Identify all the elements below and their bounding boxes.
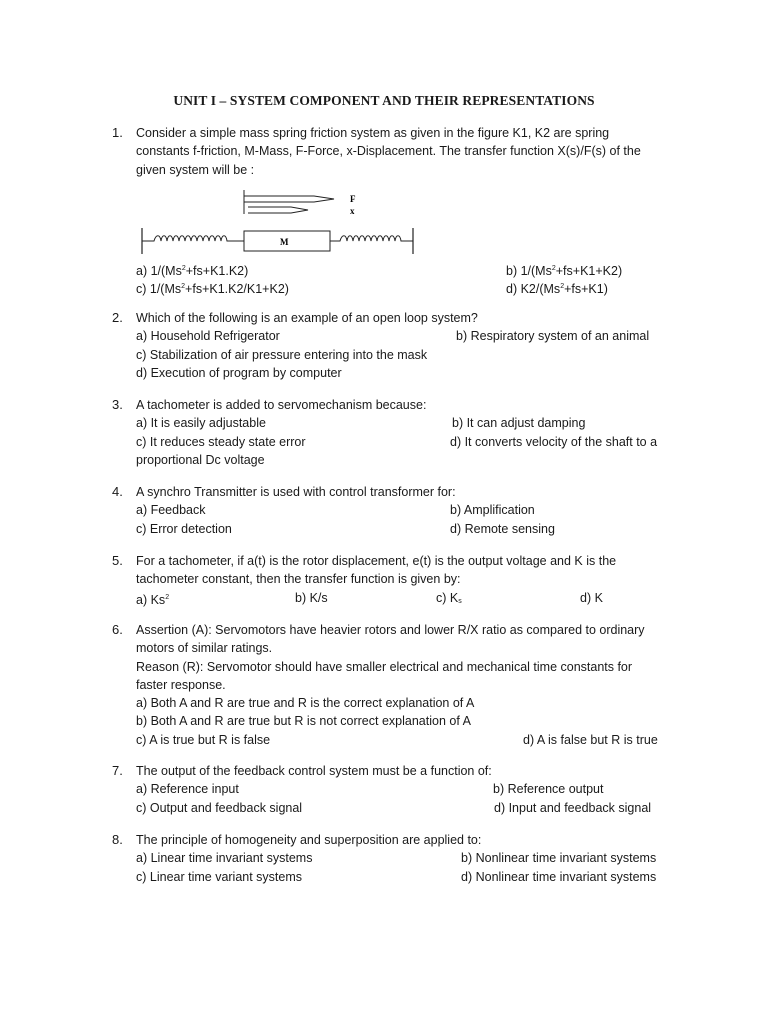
option-a[interactable]: a) Household Refrigerator bbox=[136, 329, 280, 344]
question-number: 2. bbox=[112, 310, 123, 325]
option-c[interactable]: c) Output and feedback signal bbox=[136, 800, 303, 815]
question-text: A tachometer is added to servomechanism because: bbox=[136, 398, 427, 412]
question-8 bbox=[112, 831, 682, 886]
question-text: For a tachometer, if a(t) is the rotor displacement, e(t) is the output voltage and K is the bbox=[136, 554, 617, 568]
question-number: 6. bbox=[112, 622, 123, 637]
option-d[interactable]: d) Nonlinear time invariant systems bbox=[461, 869, 657, 884]
mass-spring-figure bbox=[136, 186, 426, 266]
option-c[interactable]: c) Stabilization of air pressure entering into the mask bbox=[136, 347, 428, 362]
question-number: 1. bbox=[112, 125, 123, 140]
question-text: constants f-friction, M-Mass, F-Force, x-Displacement. The transfer function X(s)/F(s) of the bbox=[136, 144, 641, 159]
question-number: 7. bbox=[112, 763, 123, 778]
option-a[interactable]: a) Feedback bbox=[136, 503, 206, 518]
question-text: faster response. bbox=[136, 677, 226, 692]
option-c[interactable]: c) $1/(Ms^2+fs+K1.K2/K1+K2)$ bbox=[136, 282, 289, 297]
option-b[interactable]: b) Respiratory system of an animal bbox=[456, 329, 650, 344]
question-6 bbox=[112, 621, 682, 749]
option-b[interactable]: b) Reference output bbox=[493, 782, 604, 797]
question-1-options bbox=[112, 260, 682, 297]
option-b[interactable]: b) It can adjust damping bbox=[452, 416, 586, 431]
option-b[interactable]: b) Nonlinear time invariant systems bbox=[461, 851, 657, 866]
option-b[interactable]: b) $1/(Ms^2+fs+K1+K2)$ bbox=[506, 264, 623, 278]
question-4 bbox=[112, 483, 682, 538]
question-number: 5. bbox=[112, 553, 123, 568]
option-a[interactable]: a) It is easily adjustable bbox=[136, 416, 266, 431]
question-7 bbox=[112, 762, 682, 817]
option-a[interactable]: a) Both A and R are true and R is the correct explanation of A bbox=[136, 696, 475, 711]
option-a[interactable]: a) Linear time invariant systems bbox=[136, 851, 313, 866]
option-d[interactable]: d) K bbox=[580, 590, 603, 605]
question-text: A synchro Transmitter is used with control transformer for: bbox=[136, 485, 456, 499]
page-title: UNIT I – SYSTEM COMPONENT AND THEIR REPRESENTATIONS bbox=[173, 93, 595, 108]
option-d[interactable]: d) $K2/(Ms^2+fs+K1)$ bbox=[506, 282, 608, 297]
option-b[interactable]: b) K/s bbox=[295, 590, 328, 605]
question-number: 3. bbox=[112, 397, 123, 412]
option-a[interactable]: a) Ks$^2$ bbox=[136, 592, 170, 607]
question-1 bbox=[112, 124, 682, 179]
spring-k1 bbox=[142, 236, 244, 241]
option-b[interactable]: b) Both A and R are true but R is not correct explanation of A bbox=[136, 714, 471, 729]
question-text: The output of the feedback control system must be a function of: bbox=[136, 764, 492, 778]
question-number: 4. bbox=[112, 484, 123, 499]
option-c[interactable]: c) A is true but R is false bbox=[136, 732, 271, 747]
question-text: Reason (R): Servomotor should have smaller electrical and mechanical time constants for bbox=[136, 659, 633, 674]
option-d[interactable]: d) Execution of program by computer bbox=[136, 365, 342, 380]
question-text: Which of the following is an example of an open loop system? bbox=[136, 311, 478, 325]
displacement-label: x bbox=[350, 206, 355, 216]
question-5 bbox=[112, 552, 682, 607]
option-d[interactable]: d) It converts velocity of the shaft to a bbox=[450, 434, 658, 449]
force-arrow bbox=[244, 190, 334, 214]
question-number: 8. bbox=[112, 832, 123, 847]
option-a[interactable]: a) Reference input bbox=[136, 782, 239, 797]
spring-k2 bbox=[330, 236, 413, 241]
option-d[interactable]: d) A is false but R is true bbox=[523, 732, 658, 747]
option-d[interactable]: d) Input and feedback signal bbox=[494, 800, 652, 815]
option-d-continued: proportional Dc voltage bbox=[136, 452, 265, 467]
question-text: given system will be : bbox=[136, 162, 255, 177]
option-a[interactable]: a) $1/(Ms^2+fs+K1.K2)$ bbox=[136, 264, 249, 278]
option-b[interactable]: b) Amplification bbox=[450, 503, 535, 518]
question-text: tachometer constant, then the transfer function is given by: bbox=[136, 572, 461, 587]
question-text: Consider a simple mass spring friction system as given in the figure K1, K2 are spring bbox=[136, 126, 610, 140]
option-c[interactable]: c) Linear time variant systems bbox=[136, 869, 303, 884]
question-text: The principle of homogeneity and superposition are applied to: bbox=[136, 833, 482, 847]
option-c[interactable]: c) Error detection bbox=[136, 521, 232, 536]
question-text: motors of similar ratings. bbox=[136, 641, 273, 656]
question-2 bbox=[112, 309, 682, 382]
question-text: Assertion (A): Servomotors have heavier rotors and lower R/X ratio as compared to ordinary bbox=[136, 623, 645, 637]
mass-label: M bbox=[280, 237, 289, 247]
option-d[interactable]: d) Remote sensing bbox=[450, 521, 555, 536]
force-label: F bbox=[350, 194, 356, 204]
option-c[interactable]: c) It reduces steady state error bbox=[136, 434, 306, 449]
question-3 bbox=[112, 396, 682, 469]
option-c[interactable]: c) $K_s$ bbox=[436, 590, 462, 605]
